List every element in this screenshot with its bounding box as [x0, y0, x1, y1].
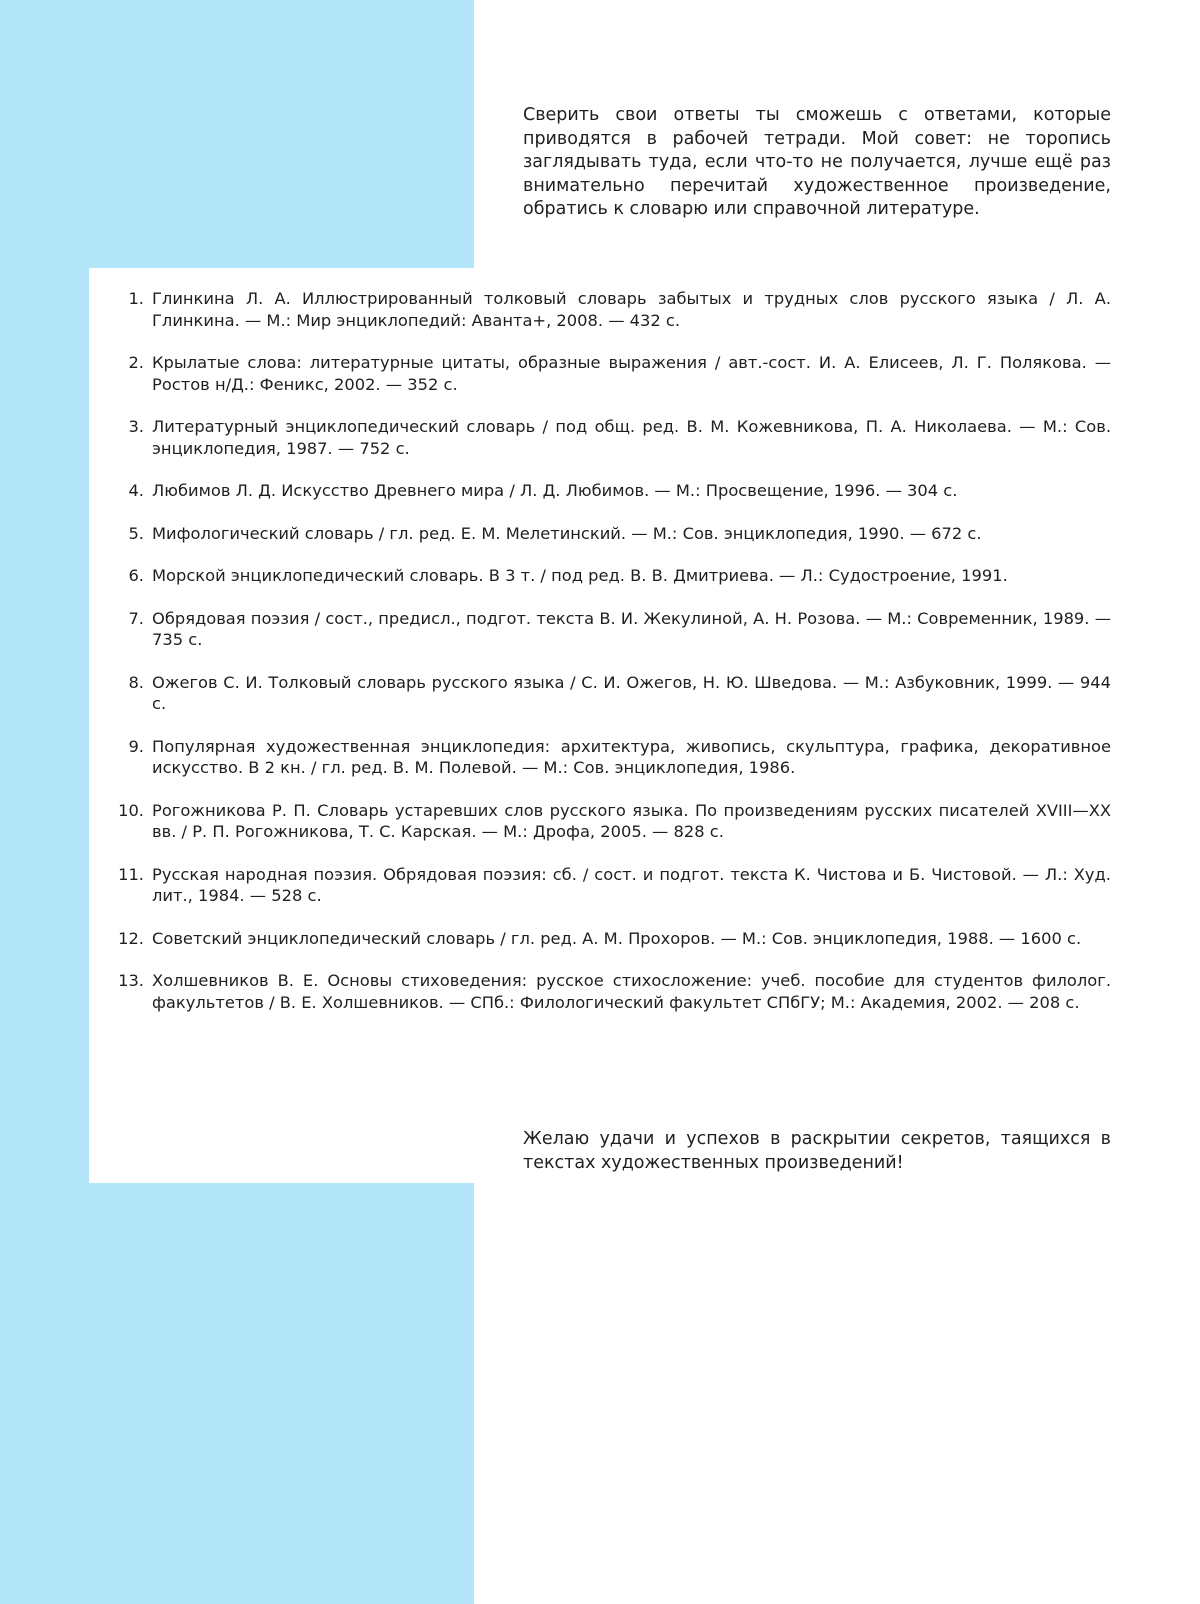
reference-number: 4.: [128, 481, 144, 500]
reference-text: Холшевников В. Е. Основы стиховедения: русское стихосложение: учеб. пособие для студентов филолог. факультетов / В. Е. Холшевников. — СПб.: Филологический факультет СПбГУ; М.: Академия, 2002. — 208 с.: [152, 971, 1111, 1012]
reference-text: Популярная художественная энциклопедия: архитектура, живопись, скульптура, графика, декоративное искусство. В 2 кн. / гл. ред. В. М. Полевой. — М.: Сов. энциклопедия, 1986.: [152, 736, 1111, 777]
reference-item: [110, 672, 1111, 715]
reference-text: Морской энциклопедический словарь. В 3 т. / под ред. В. В. Дмитриева. — Л.: Судостроение, 1991.: [152, 566, 1008, 585]
reference-item: [110, 288, 1111, 331]
reference-item: [110, 736, 1111, 779]
reference-number: 2.: [128, 353, 144, 372]
reference-text: Рогожникова Р. П. Словарь устаревших слов русского языка. По произведениям русских писателей XVIII—XX вв. / Р. П. Рогожникова, Т. С. Карская. — М.: Дрофа, 2005. — 828 с.: [152, 800, 1111, 841]
reference-number: 11.: [118, 864, 144, 884]
reference-item: [110, 928, 1111, 950]
reference-text: Глинкина Л. А. Иллюстрированный толковый словарь забытых и трудных слов русского языка / Л. А. Глинкина. — М.: Мир энциклопедий: Аванта+, 2008. — 432 с.: [152, 289, 1111, 330]
reference-text: Советский энциклопедический словарь / гл. ред. А. М. Прохоров. — М.: Сов. энциклопедия, 1988. — 1600 с.: [152, 928, 1082, 948]
reference-item: [110, 480, 1111, 502]
reference-item: [110, 800, 1111, 843]
reference-number: 7.: [128, 608, 144, 628]
reference-text: Любимов Л. Д. Искусство Древнего мира / Л. Д. Любимов. — М.: Просвещение, 1996. — 304 с.: [152, 481, 958, 500]
reference-item: [110, 864, 1111, 907]
reference-text: Ожегов С. И. Толковый словарь русского языка / С. И. Ожегов, Н. Ю. Шведова. — М.: Азбуковник, 1999. — 944 с.: [152, 672, 1111, 713]
reference-number: 9.: [128, 736, 144, 756]
reference-number: 1.: [128, 289, 144, 308]
reference-number: 10.: [118, 800, 144, 820]
reference-number: 8.: [128, 672, 144, 692]
reference-text: Русская народная поэзия. Обрядовая поэзия: сб. / сост. и подгот. текста К. Чистова и Б. Чистовой. — Л.: Худ. лит., 1984. — 528 с.: [152, 864, 1111, 905]
reference-list: [110, 288, 1111, 1034]
reference-number: 3.: [128, 417, 144, 436]
reference-item: [110, 523, 1111, 545]
reference-text: Обрядовая поэзия / сост., предисл., подгот. текста В. И. Жекулиной, А. Н. Розова. — М.: Современник, 1989. — 735 с.: [152, 608, 1111, 649]
reference-text: Литературный энциклопедический словарь / под общ. ред. В. М. Кожевникова, П. А. Николаева. — М.: Сов. энциклопедия, 1987. — 752 с.: [152, 417, 1111, 458]
reference-number: 6.: [128, 566, 144, 585]
reference-item: [110, 565, 1111, 587]
reference-item: [110, 970, 1111, 1013]
intro-paragraph: Сверить свои ответы ты сможешь с ответами, которые приводятся в рабочей тетради. Мой совет: не торопись заглядывать туда, если что-то не получается, лучше ещё раз внимательно перечитай художественное произведение, обратись к словарю или справочной литературе.: [523, 105, 1111, 219]
reference-text: Крылатые слова: литературные цитаты, образные выражения / авт.-сост. И. А. Елисеев, Л. Г. Полякова. — Ростов н/Д.: Феникс, 2002. — 352 с.: [152, 353, 1111, 394]
reference-item: [110, 608, 1111, 651]
reference-number: 12.: [118, 928, 144, 948]
reference-number: 13.: [118, 971, 144, 990]
reference-item: [110, 352, 1111, 395]
reference-text: Мифологический словарь / гл. ред. Е. М. Мелетинский. — М.: Сов. энциклопедия, 1990. — 672 с.: [152, 523, 982, 543]
reference-item: [110, 416, 1111, 459]
closing-paragraph: Желаю удачи и успехов в раскрытии секретов, таящихся в текстах художественных произведений!: [523, 1129, 1111, 1173]
reference-number: 5.: [128, 523, 144, 543]
